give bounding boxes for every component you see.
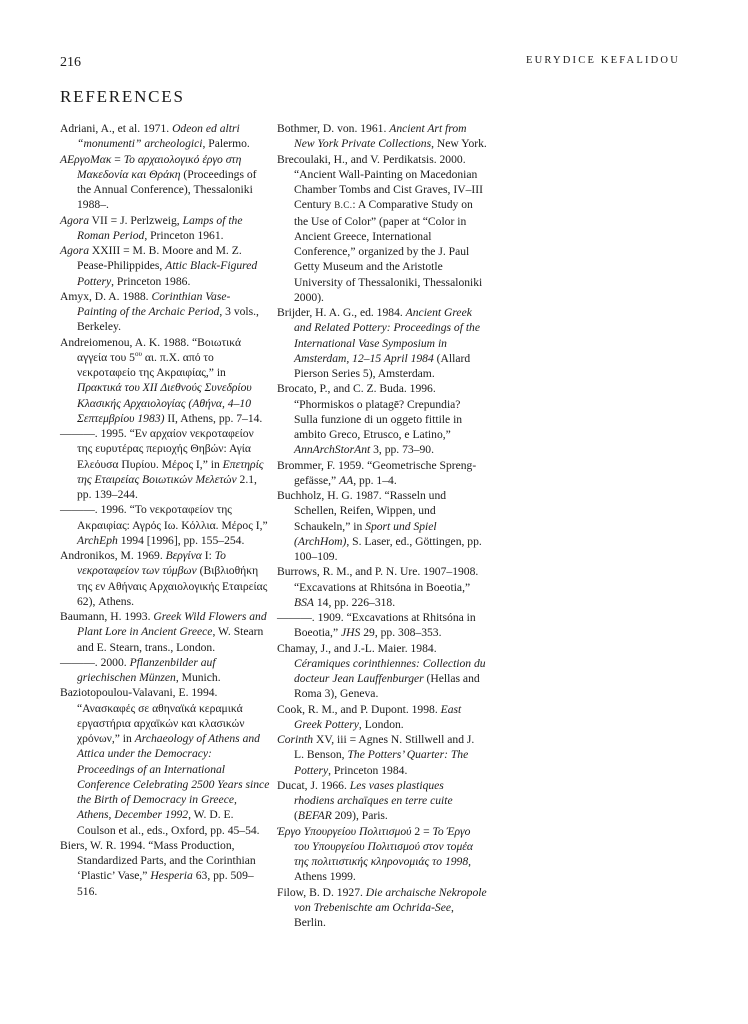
italic-text: Hesperia	[150, 869, 193, 883]
references-left-column	[60, 121, 270, 899]
italic-text: AA	[339, 473, 354, 487]
reference-text: , W. D. E. Coulson et al., eds., Oxford, pp. 45–54.	[77, 808, 260, 837]
italic-text: Το Έργο του Υπουργείου Πολιτισμού στον τομέα της πολιτιστικής κληρονομιάς το 1998	[294, 824, 473, 868]
reference-text: Ducat, J. 1966.	[277, 778, 350, 792]
reference-text: (Hellas and Roma 3), Geneva.	[294, 672, 480, 701]
reference-entry	[60, 685, 270, 838]
reference-text: Brecoulaki, H., and V. Perdikatsis. 2000. “Ancient Wall-Painting on Macedonian Chamber Tombs and Cist Graves, IV–III Century	[277, 152, 483, 212]
italic-text: Το νεκροταφείον των τύμβων	[77, 549, 226, 578]
reference-text: Andronikos, M. 1969.	[60, 549, 166, 562]
reference-entry	[60, 335, 270, 427]
italic-text: Corinthian Vase-Painting of the Archaic Period	[77, 289, 231, 318]
reference-text: αι. π.Χ. από το νεκροταφείο της Ακραιφίας,” in	[77, 350, 226, 379]
reference-entry	[60, 243, 270, 289]
reference-text: Brommer, F. 1959. “Geometrische Sprenggefässe,”	[277, 458, 477, 487]
italic-text: ArchEph	[77, 533, 118, 547]
reference-text: I:	[201, 549, 215, 562]
reference-text: Amyx, D. A. 1988.	[60, 289, 152, 303]
italic-text: JHS	[341, 626, 361, 640]
reference-text: 209), Paris.	[331, 809, 388, 823]
reference-text: 14, pp. 226–318.	[313, 595, 396, 609]
references-right-column	[277, 121, 487, 930]
reference-text: 2 =	[411, 824, 433, 838]
italic-text: AnnArchStorAnt	[294, 443, 371, 457]
italic-text: The Potters’ Quarter: The Pottery	[294, 748, 469, 777]
italic-text: Les vases plastiques rhodiens archaïques en terre cuite	[294, 778, 453, 807]
reference-entry	[60, 213, 270, 244]
reference-text: (Βιβλιοθήκη της εν Αθήναις Αρχαιολογικής Εταιρείας 62), Athens.	[77, 564, 268, 608]
italic-text: Sport und Spiel (ArchHom)	[294, 519, 437, 548]
reference-text: , Athens 1999.	[294, 855, 472, 884]
reference-entry	[277, 152, 487, 306]
reference-entry	[60, 121, 270, 152]
reference-text: Buchholz, H. G. 1987. “Rasseln und Schellen, Reifen, Wippen, und Schaukeln,” in	[277, 489, 447, 533]
reference-text: ———. 2000.	[60, 655, 130, 669]
reference-entry	[277, 121, 487, 152]
italic-text: BEFAR	[297, 809, 332, 823]
reference-text: Adriani, A., et al. 1971.	[60, 122, 173, 135]
reference-entry	[277, 778, 487, 824]
italic-text: Odeon ed altri “monumenti” archeologici	[77, 122, 240, 151]
reference-text: II, Athens, pp. 7–14.	[164, 411, 263, 425]
reference-text: 2.1, pp. 139–244.	[77, 472, 257, 501]
reference-text: 29, pp. 308–353.	[360, 626, 442, 640]
reference-text: Brijder, H. A. G., ed. 1984.	[277, 306, 406, 319]
reference-text: 1994 [1996], pp. 155–254.	[117, 533, 245, 547]
reference-text: , W. Stearn and E. Stearn, trans., London.	[77, 625, 264, 654]
reference-entry	[277, 885, 487, 931]
reference-text: , Princeton 1961.	[144, 228, 224, 242]
reference-entry	[60, 502, 270, 548]
reference-text: XV, iii = Agnes N. Stillwell and J. L. Benson,	[294, 733, 475, 762]
reference-entry	[277, 732, 487, 778]
reference-text: (Allard Pierson Series 5), Amsterdam.	[294, 351, 471, 380]
italic-text: Βεργίνα	[165, 549, 202, 562]
reference-text: Baziotopoulou-Valavani, E. 1994. “Ανασκαφές σε αθηναϊκά κεραμικά εργαστήρια αρχαϊκών και κλασικών χρόνων,” in	[60, 686, 245, 745]
italic-text: East Greek Pottery	[294, 702, 462, 731]
reference-text: , Berlin.	[294, 900, 454, 929]
italic-text: Céramiques corinthiennes: Collection du docteur Jean Lauffenburger	[294, 656, 486, 685]
reference-entry	[60, 548, 270, 609]
running-head: EURYDICE KEFALIDOU	[525, 55, 680, 66]
italic-text: ΑΕργοΜακ	[60, 152, 112, 166]
reference-text: , New York.	[431, 137, 487, 151]
reference-entry	[277, 610, 487, 641]
reference-entry	[60, 609, 270, 655]
reference-entry	[60, 152, 270, 213]
italic-text: Lamps of the Roman Period	[77, 213, 243, 242]
reference-entry	[60, 838, 270, 899]
reference-text: , Palermo.	[202, 137, 250, 151]
reference-entry	[277, 488, 487, 564]
reference-text: Chamay, J., and J.-L. Maier. 1984.	[277, 641, 437, 655]
reference-text: , Princeton 1984.	[328, 763, 408, 777]
italic-text: Attic Black-Figured Pottery	[77, 259, 258, 288]
reference-entry	[277, 641, 487, 702]
reference-entry	[60, 655, 270, 686]
reference-text: Filow, B. D. 1927.	[277, 885, 366, 899]
italic-text: Έργο Υπουργείου Πολιτισμού	[277, 824, 412, 838]
reference-entry	[277, 305, 487, 381]
italic-text: Επετηρίς της Εταιρείας Βοιωτικών Μελετών	[77, 457, 264, 486]
italic-text: Ancient Art from New York Private Collections	[294, 122, 467, 151]
reference-text: , London.	[358, 717, 404, 731]
italic-text: Agora	[60, 244, 89, 257]
reference-text: , S. Laser, ed., Göttingen, pp. 100–109.	[294, 534, 482, 563]
reference-text: ———. 1996. “Το νεκροταφείον της Ακραιφίας: Αγρός Ιω. Κόλλια. Μέρος I,”	[60, 503, 268, 532]
section-title: REFERENCES	[60, 87, 185, 106]
reference-text: Burrows, R. M., and P. N. Ure. 1907–1908. “Excavations at Rhitsóna in Boeotia,”	[277, 565, 479, 594]
reference-text: 63, pp. 509–516.	[77, 869, 254, 898]
reference-text: Brocato, P., and C. Z. Buda. 1996. “Phormiskos o platagē? Crepundia? Sulla funzione di un oggeto fittile in ambito Greco, Etrusco, e Latino,”	[277, 382, 463, 441]
italic-text: Greek Wild Flowers and Plant Lore in Ancient Greece	[77, 610, 267, 639]
reference-text: , 3 vols., Berkeley.	[77, 305, 259, 334]
reference-text: ου	[134, 349, 142, 358]
reference-text: Andreiomenou, A. K. 1988. “Βοιωτικά αγγεία του 5	[60, 335, 242, 364]
italic-text: Die archaische Nekropole von Trebenischte am Ochrida-See	[294, 885, 487, 914]
reference-entry	[60, 289, 270, 335]
reference-text: , pp. 1–4.	[353, 473, 397, 487]
reference-text: =	[111, 152, 124, 166]
reference-text: , Munich.	[175, 671, 221, 684]
reference-entry	[277, 564, 487, 610]
reference-text: (	[294, 809, 298, 823]
italic-text: Corinth	[277, 733, 314, 746]
italic-text: Agora	[60, 213, 89, 227]
reference-text: 3, pp. 73–90.	[370, 443, 434, 457]
italic-text: Πρακτικά του XII Διεθνούς Συνεδρίου Κλασικής Αρχαιολογίας (Αθήνα, 4–10 Σεπτεμβρίου 1983)	[77, 381, 252, 425]
page-number: 216	[60, 55, 81, 70]
reference-text: Bothmer, D. von. 1961.	[277, 122, 390, 135]
reference-entry	[60, 426, 270, 502]
page-header	[60, 55, 680, 75]
italic-text: Ancient Greek and Related Pottery: Proceedings of the International Vase Symposium in Amsterdam, 12–15 April 1984	[294, 306, 480, 365]
reference-text: VII = J. Perlzweig,	[88, 213, 183, 227]
reference-text: (Proceedings of the Annual Conference), Thessaloniki 1988–.	[77, 167, 257, 212]
reference-text: Biers, W. R. 1994. “Mass Production, Standardized Parts, and the Corinthian ‘Plastic’ Vase,”	[60, 838, 256, 883]
italic-text: BSA	[294, 595, 314, 609]
reference-text: XXIII = M. B. Moore and M. Z. Pease-Philippides,	[77, 244, 242, 273]
italic-text: Pflanzenbilder auf griechischen Münzen	[77, 655, 216, 684]
reference-entry	[277, 824, 487, 885]
italic-text: Archaeology of Athens and Attica under the Democracy: Proceedings of an International Conference Celebrating 2500 Years since the Birth of Democracy in Greece, Athens, December 1992	[77, 732, 270, 822]
reference-entry	[277, 702, 487, 733]
reference-text: , Princeton 1986.	[111, 274, 191, 288]
reference-text: ———. 1909. “Excavations at Rhitsóna in Boeotia,”	[277, 611, 476, 640]
reference-text: : A Comparative Study on the Use of Color” (paper at “Color in Ancient Greece, International Conference,” organized by the J. Paul Getty Museum and the Aristotle University of Thessaloniki, Thessaloniki 2000).	[294, 198, 483, 304]
reference-text: Baumann, H. 1993.	[60, 610, 154, 623]
reference-text: Cook, R. M., and P. Dupont. 1998.	[277, 702, 441, 716]
reference-entry	[277, 381, 487, 457]
reference-text: B.C.	[334, 200, 353, 211]
reference-text: ———. 1995. “Εν αρχαίον νεκροταφείον της ευρυτέρας περιοχής Θηβών: Αγία Ελεόυσα Πυρίου. Μέρος I,” in	[60, 427, 254, 471]
reference-entry	[277, 458, 487, 489]
italic-text: Το αρχαιολογικό έργο στη Μακεδονία και Θράκη	[77, 152, 242, 181]
